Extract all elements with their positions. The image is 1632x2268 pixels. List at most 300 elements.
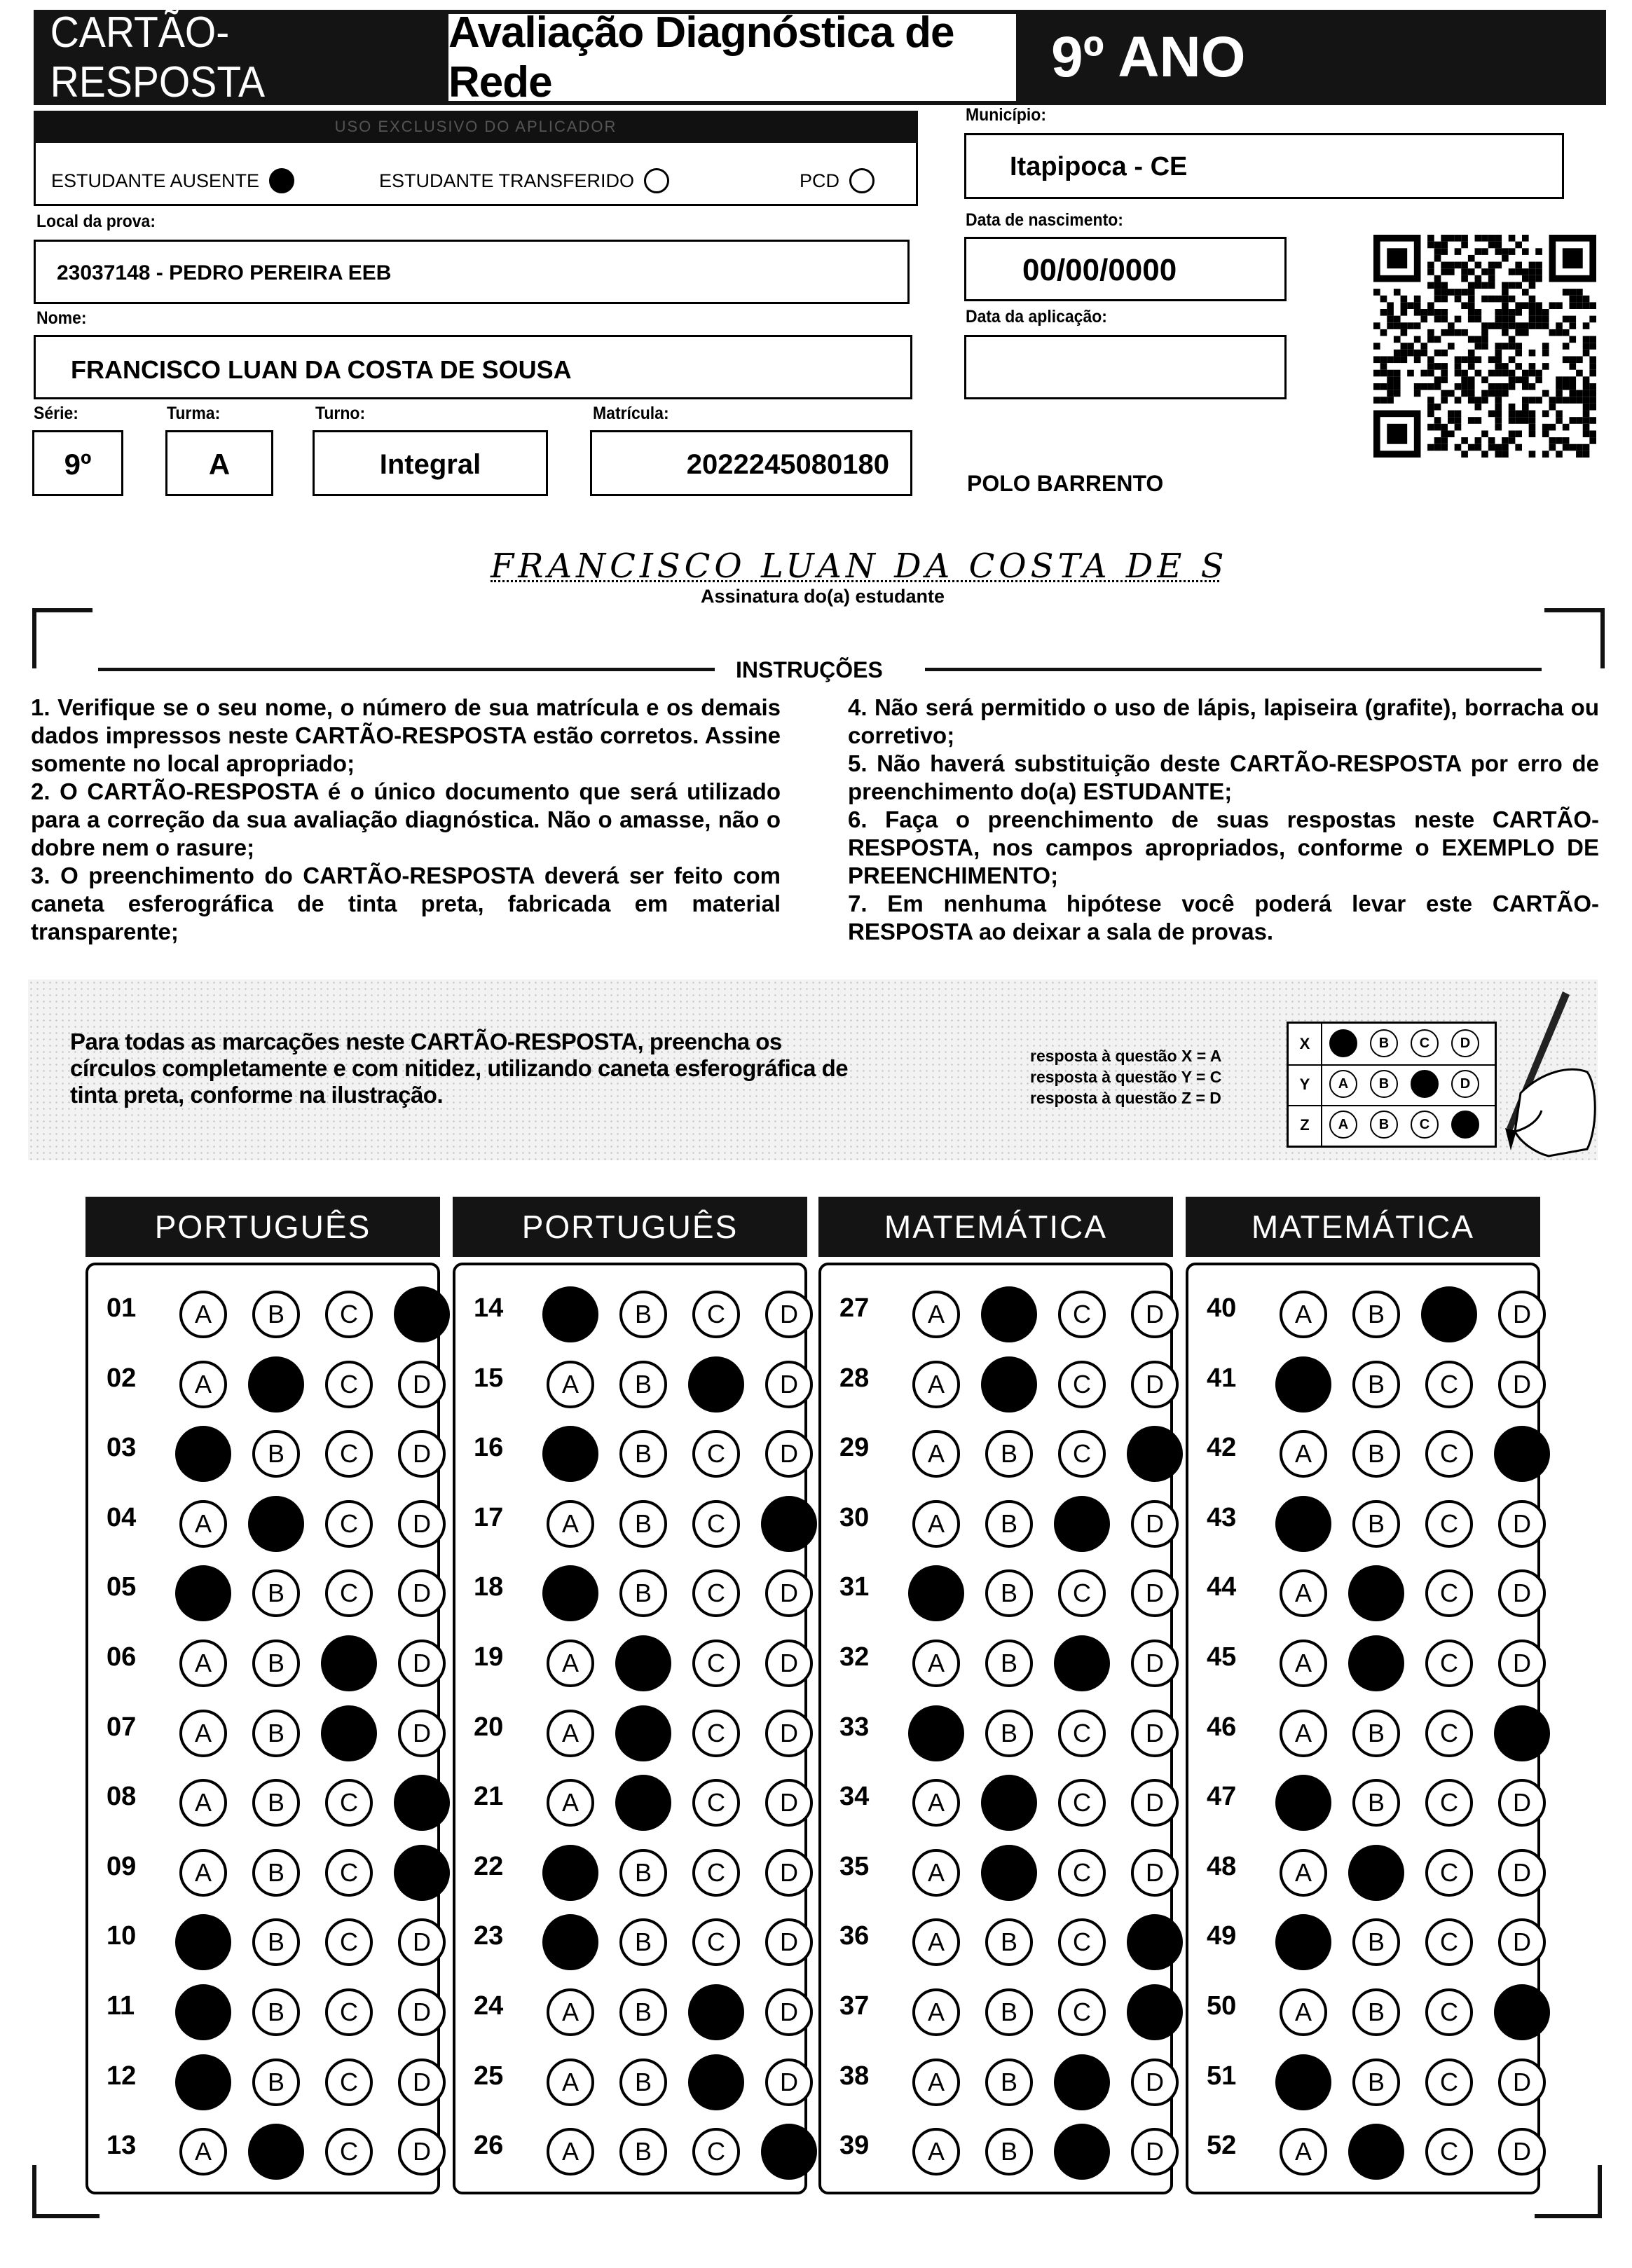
answer-bubble-b[interactable] xyxy=(615,1775,671,1831)
answer-bubble-c[interactable]: C xyxy=(692,1918,740,1966)
answer-bubble-b[interactable]: B xyxy=(252,1710,300,1757)
answer-bubble-b[interactable]: B xyxy=(619,1918,667,1966)
answer-bubble-a[interactable] xyxy=(542,1565,598,1621)
answer-bubble-c[interactable]: C xyxy=(325,1430,373,1478)
answer-bubble-b[interactable]: B xyxy=(619,1849,667,1897)
answer-bubble-b[interactable]: B xyxy=(252,1779,300,1827)
answer-bubble-a[interactable] xyxy=(1275,1356,1331,1413)
answer-bubble-d[interactable]: D xyxy=(398,1640,446,1687)
answer-bubble-d[interactable]: D xyxy=(1498,1291,1546,1338)
answer-bubble-d[interactable]: D xyxy=(765,1988,813,2036)
answer-bubble-b[interactable]: B xyxy=(252,2059,300,2106)
answer-bubble-b[interactable]: B xyxy=(985,1710,1033,1757)
answer-bubble-c[interactable]: C xyxy=(1425,1430,1473,1478)
answer-bubble-d[interactable]: D xyxy=(1498,1569,1546,1617)
answer-bubble-c[interactable]: C xyxy=(692,1640,740,1687)
answer-bubble-d[interactable]: D xyxy=(765,1569,813,1617)
answer-bubble-b[interactable]: B xyxy=(252,1640,300,1687)
answer-bubble-b[interactable] xyxy=(248,2124,304,2180)
answer-bubble-d[interactable]: D xyxy=(398,1500,446,1548)
question-number: 35 xyxy=(839,1851,870,1881)
answer-bubble-c[interactable]: C xyxy=(325,2059,373,2106)
answer-bubble-b[interactable]: B xyxy=(1352,1710,1400,1757)
answer-bubble-d[interactable]: D xyxy=(398,1710,446,1757)
question-row xyxy=(1188,1697,1539,1767)
question-number: 07 xyxy=(107,1712,137,1742)
answer-bubble-c[interactable] xyxy=(321,1705,377,1761)
question-number: 23 xyxy=(474,1921,504,1951)
answer-bubble-b[interactable]: B xyxy=(985,2059,1033,2106)
question-number: 19 xyxy=(474,1642,504,1672)
answer-bubble-a[interactable]: A xyxy=(179,1291,227,1338)
corner-mark-top-right xyxy=(1544,608,1605,668)
answer-bubble-d[interactable] xyxy=(1494,1984,1550,2040)
answer-bubble-b[interactable] xyxy=(248,1356,304,1413)
question-row xyxy=(821,2046,1172,2116)
answer-bubble-a[interactable] xyxy=(175,1565,231,1621)
question-number: 22 xyxy=(474,1851,504,1881)
answer-bubble-b[interactable]: B xyxy=(985,1500,1033,1548)
example-bubble-b: B xyxy=(1370,1070,1398,1098)
answer-bubble-a[interactable] xyxy=(542,1426,598,1482)
signature-line xyxy=(491,580,1219,582)
answer-bubble-d[interactable]: D xyxy=(1131,1640,1179,1687)
answer-bubble-d[interactable]: D xyxy=(765,1849,813,1897)
answer-bubble-d[interactable] xyxy=(1127,1426,1183,1482)
question-row xyxy=(1188,1417,1539,1487)
answer-bubble-a[interactable] xyxy=(175,1914,231,1970)
answer-bubble-a[interactable] xyxy=(1275,1496,1331,1552)
example-row xyxy=(1289,1105,1495,1146)
answer-bubble-a[interactable]: A xyxy=(1280,1430,1327,1478)
answer-bubble-d[interactable] xyxy=(761,2124,817,2180)
answer-bubble-d[interactable]: D xyxy=(1131,1710,1179,1757)
answer-bubble-a[interactable] xyxy=(1275,1775,1331,1831)
answer-bubble-d[interactable]: D xyxy=(1498,1361,1546,1408)
answer-bubble-a[interactable]: A xyxy=(1280,1569,1327,1617)
answer-bubble-c[interactable]: C xyxy=(692,1291,740,1338)
answer-bubble-b[interactable] xyxy=(981,1775,1037,1831)
answer-bubble-c[interactable]: C xyxy=(1058,1361,1106,1408)
answer-bubble-c[interactable]: C xyxy=(1058,1430,1106,1478)
transferred-option[interactable] xyxy=(379,168,669,193)
answer-bubble-d[interactable] xyxy=(394,1286,450,1342)
question-row xyxy=(455,1976,806,2046)
question-number: 42 xyxy=(1207,1433,1237,1463)
answer-bubble-b[interactable]: B xyxy=(985,1918,1033,1966)
question-row xyxy=(88,1766,439,1836)
answer-bubble-a[interactable]: A xyxy=(179,2128,227,2176)
answer-bubble-b[interactable]: B xyxy=(1352,2059,1400,2106)
question-number: 04 xyxy=(107,1502,137,1532)
answer-bubble-a[interactable]: A xyxy=(179,1849,227,1897)
answer-bubble-d[interactable]: D xyxy=(1498,1779,1546,1827)
answer-bubble-c[interactable]: C xyxy=(692,1430,740,1478)
answer-bubble-a[interactable]: A xyxy=(912,1918,960,1966)
question-row xyxy=(1188,1348,1539,1418)
pcd-label: PCD xyxy=(800,170,840,191)
question-row xyxy=(1188,2046,1539,2116)
answer-bubble-a[interactable]: A xyxy=(179,1500,227,1548)
answer-bubble-b[interactable] xyxy=(615,1635,671,1691)
answer-bubble-c[interactable] xyxy=(1054,2054,1110,2110)
question-row xyxy=(1188,1766,1539,1836)
answer-bubble-a[interactable]: A xyxy=(179,1779,227,1827)
answer-bubble-c[interactable]: C xyxy=(1425,2059,1473,2106)
answer-bubble-c[interactable]: C xyxy=(325,1849,373,1897)
example-bubble-a xyxy=(1329,1029,1357,1057)
absent-bubble[interactable] xyxy=(269,168,294,193)
answer-bubble-d[interactable]: D xyxy=(765,2059,813,2106)
applicator-box xyxy=(34,143,918,206)
answer-bubble-b[interactable]: B xyxy=(252,1430,300,1478)
answer-bubble-c[interactable]: C xyxy=(325,1291,373,1338)
answer-bubble-c[interactable]: C xyxy=(1425,1640,1473,1687)
answer-bubble-d[interactable]: D xyxy=(1498,1849,1546,1897)
name-label: Nome: xyxy=(36,308,87,328)
answer-bubble-c[interactable]: C xyxy=(1058,1779,1106,1827)
birthdate-value: 00/00/0000 xyxy=(1022,253,1177,287)
answer-column xyxy=(85,1263,440,2194)
answer-bubble-d[interactable]: D xyxy=(398,1988,446,2036)
answer-bubble-b[interactable]: B xyxy=(1352,1779,1400,1827)
serie-value: 9º xyxy=(64,448,92,481)
answer-bubble-c[interactable]: C xyxy=(325,1779,373,1827)
answer-bubble-d[interactable] xyxy=(1127,1984,1183,2040)
answer-bubble-b[interactable]: B xyxy=(1352,1430,1400,1478)
answer-bubble-c[interactable]: C xyxy=(692,1849,740,1897)
question-row xyxy=(821,1976,1172,2046)
answer-bubble-c[interactable]: C xyxy=(1425,1988,1473,2036)
answer-bubble-b[interactable]: B xyxy=(619,1988,667,2036)
matricula-label: Matrícula: xyxy=(593,404,669,423)
answer-bubble-b[interactable] xyxy=(248,1496,304,1552)
question-row xyxy=(1188,1557,1539,1627)
answer-bubble-c[interactable]: C xyxy=(692,1779,740,1827)
example-bubble-c: C xyxy=(1411,1029,1439,1057)
turno-field xyxy=(313,430,548,496)
answer-bubble-c[interactable]: C xyxy=(692,1569,740,1617)
answer-bubble-c[interactable] xyxy=(688,2054,744,2110)
answer-bubble-a[interactable]: A xyxy=(179,1361,227,1408)
answer-bubble-a[interactable]: A xyxy=(912,1779,960,1827)
answer-bubble-a[interactable]: A xyxy=(912,1640,960,1687)
answer-bubble-d[interactable]: D xyxy=(1131,1849,1179,1897)
instruction-2: 2. O CARTÃO-RESPOSTA é o único documento que será utilizado para a correção da sua avaliação diagnóstica. Não o amasse, não o dobre nem o rasure; xyxy=(31,778,781,860)
answer-bubble-a[interactable]: A xyxy=(1280,1849,1327,1897)
answer-bubble-d[interactable]: D xyxy=(1131,1779,1179,1827)
answer-bubble-b[interactable]: B xyxy=(619,1291,667,1338)
question-number: 50 xyxy=(1207,1991,1237,2021)
answer-bubble-d[interactable]: D xyxy=(1498,2128,1546,2176)
answer-bubble-c[interactable]: C xyxy=(325,1500,373,1548)
question-number: 03 xyxy=(107,1433,137,1463)
answer-bubble-c[interactable]: C xyxy=(1425,2128,1473,2176)
answer-bubble-b[interactable]: B xyxy=(1352,1361,1400,1408)
transferred-bubble[interactable] xyxy=(644,168,669,193)
answer-bubble-d[interactable] xyxy=(761,1496,817,1552)
answer-bubble-a[interactable]: A xyxy=(179,1640,227,1687)
answer-bubble-d[interactable]: D xyxy=(1131,2059,1179,2106)
question-row xyxy=(88,2115,439,2185)
applicator-heading: USO EXCLUSIVO DO APLICADOR xyxy=(34,111,918,143)
question-number: 21 xyxy=(474,1782,504,1812)
answer-bubble-d[interactable]: D xyxy=(765,1710,813,1757)
answer-bubble-c[interactable]: C xyxy=(1058,1918,1106,1966)
answer-bubble-b[interactable]: B xyxy=(252,1988,300,2036)
question-row xyxy=(821,1278,1172,1348)
answer-bubble-a[interactable] xyxy=(542,1914,598,1970)
question-number: 13 xyxy=(107,2131,137,2161)
answer-bubble-b[interactable]: B xyxy=(252,1569,300,1617)
pcd-option[interactable] xyxy=(800,168,875,193)
answer-bubble-a[interactable]: A xyxy=(547,1361,594,1408)
answer-bubble-a[interactable]: A xyxy=(912,1291,960,1338)
question-row xyxy=(821,1487,1172,1558)
answer-bubble-d[interactable] xyxy=(1127,1914,1183,1970)
question-number: 01 xyxy=(107,1293,137,1323)
question-row xyxy=(821,1697,1172,1767)
question-row xyxy=(1188,1627,1539,1697)
answer-bubble-b[interactable]: B xyxy=(252,1291,300,1338)
answer-bubble-b[interactable] xyxy=(1348,1565,1404,1621)
answer-bubble-a[interactable]: A xyxy=(547,1710,594,1757)
question-number: 39 xyxy=(839,2131,870,2161)
answer-bubble-b[interactable]: B xyxy=(985,1430,1033,1478)
answer-bubble-c[interactable]: C xyxy=(325,1569,373,1617)
answer-bubble-a[interactable]: A xyxy=(547,1500,594,1548)
question-number: 16 xyxy=(474,1433,504,1463)
answer-bubble-b[interactable]: B xyxy=(619,1430,667,1478)
answer-bubble-a[interactable] xyxy=(1275,2054,1331,2110)
question-row xyxy=(821,1836,1172,1906)
answer-bubble-c[interactable] xyxy=(1054,1496,1110,1552)
answer-bubble-b[interactable]: B xyxy=(985,1988,1033,2036)
qr-code xyxy=(1373,235,1596,458)
card-title: CARTÃO-RESPOSTA xyxy=(50,8,266,106)
answer-bubble-b[interactable]: B xyxy=(252,1849,300,1897)
answer-bubble-a[interactable]: A xyxy=(547,1779,594,1827)
question-row xyxy=(455,1836,806,1906)
answer-bubble-c[interactable] xyxy=(688,1356,744,1413)
answer-bubble-b[interactable]: B xyxy=(985,2128,1033,2176)
answer-bubble-b[interactable]: B xyxy=(619,1500,667,1548)
answer-bubble-a[interactable]: A xyxy=(912,1500,960,1548)
example-bubble-b: B xyxy=(1370,1111,1398,1139)
question-row xyxy=(88,2046,439,2116)
answer-bubble-a[interactable]: A xyxy=(179,1710,227,1757)
name-value: FRANCISCO LUAN DA COSTA DE SOUSA xyxy=(71,355,572,384)
answer-bubble-d[interactable] xyxy=(1494,1426,1550,1482)
answer-bubble-b[interactable]: B xyxy=(985,1640,1033,1687)
answer-bubble-d[interactable]: D xyxy=(1131,1569,1179,1617)
answer-bubble-d[interactable]: D xyxy=(398,1430,446,1478)
answer-bubble-c[interactable]: C xyxy=(692,1710,740,1757)
answer-bubble-a[interactable]: A xyxy=(547,1640,594,1687)
answer-bubble-d[interactable]: D xyxy=(1498,2059,1546,2106)
answer-bubble-c[interactable] xyxy=(688,1984,744,2040)
question-number: 31 xyxy=(839,1572,870,1602)
answer-bubble-c[interactable]: C xyxy=(1425,1918,1473,1966)
answer-bubble-b[interactable]: B xyxy=(252,1918,300,1966)
answer-bubble-b[interactable]: B xyxy=(619,2059,667,2106)
answer-bubble-a[interactable]: A xyxy=(1280,1640,1327,1687)
answer-bubble-d[interactable]: D xyxy=(1498,1918,1546,1966)
question-row xyxy=(88,1906,439,1976)
answer-bubble-b[interactable]: B xyxy=(1352,1291,1400,1338)
question-number: 33 xyxy=(839,1712,870,1742)
answer-bubble-a[interactable] xyxy=(175,1426,231,1482)
answer-bubble-c[interactable]: C xyxy=(1425,1569,1473,1617)
signature-caption: Assinatura do(a) estudante xyxy=(701,586,945,607)
answer-bubble-c[interactable]: C xyxy=(325,1918,373,1966)
answer-bubble-c[interactable]: C xyxy=(325,2128,373,2176)
answer-bubble-d[interactable]: D xyxy=(765,1430,813,1478)
answer-bubble-b[interactable] xyxy=(1348,2124,1404,2180)
question-number: 47 xyxy=(1207,1782,1237,1812)
answer-bubble-c[interactable] xyxy=(1054,1635,1110,1691)
answer-bubble-a[interactable]: A xyxy=(547,2059,594,2106)
question-number: 29 xyxy=(839,1433,870,1463)
answer-bubble-d[interactable]: D xyxy=(1131,1291,1179,1338)
answer-bubble-c[interactable]: C xyxy=(1425,1779,1473,1827)
application-date-label: Data da aplicação: xyxy=(966,307,1107,327)
pen-hand-illustration xyxy=(1465,988,1605,1163)
answer-bubble-a[interactable]: A xyxy=(912,1988,960,2036)
answer-bubble-c[interactable] xyxy=(321,1635,377,1691)
question-number: 14 xyxy=(474,1293,504,1323)
answer-bubble-a[interactable]: A xyxy=(912,1361,960,1408)
turma-label: Turma: xyxy=(167,404,221,423)
question-number: 06 xyxy=(107,1642,137,1672)
answer-bubble-d[interactable] xyxy=(1494,1705,1550,1761)
example-row-label: X xyxy=(1289,1024,1322,1064)
answer-bubble-c[interactable]: C xyxy=(692,2128,740,2176)
answer-bubble-a[interactable] xyxy=(1275,1914,1331,1970)
polo-value: POLO BARRENTO xyxy=(967,471,1164,496)
answer-bubble-c[interactable]: C xyxy=(1425,1849,1473,1897)
corner-mark-top-left xyxy=(32,608,92,668)
answer-bubble-b[interactable]: B xyxy=(619,1569,667,1617)
example-text: Para todas as marcações neste CARTÃO-RESPOSTA, preencha os círculos completamente e com nitidez, utilizando caneta esferográfica de tinta preta, conforme na ilustração. xyxy=(70,1029,849,1108)
answer-bubble-d[interactable] xyxy=(394,1845,450,1901)
question-number: 10 xyxy=(107,1921,137,1951)
answer-bubble-a[interactable]: A xyxy=(547,1988,594,2036)
answer-bubble-a[interactable]: A xyxy=(912,2128,960,2176)
answer-bubble-d[interactable] xyxy=(394,1775,450,1831)
answer-bubble-a[interactable]: A xyxy=(1280,1988,1327,2036)
answer-bubble-c[interactable] xyxy=(1054,2124,1110,2180)
answer-bubble-b[interactable]: B xyxy=(1352,1988,1400,2036)
answer-bubble-d[interactable]: D xyxy=(398,2128,446,2176)
answer-bubble-a[interactable] xyxy=(175,1984,231,2040)
answer-bubble-b[interactable]: B xyxy=(619,2128,667,2176)
answer-bubble-a[interactable] xyxy=(175,2054,231,2110)
answer-bubble-c[interactable]: C xyxy=(1058,1291,1106,1338)
answer-bubble-a[interactable]: A xyxy=(912,1849,960,1897)
answer-bubble-d[interactable]: D xyxy=(398,1361,446,1408)
question-row xyxy=(455,2046,806,2116)
answer-bubble-d[interactable]: D xyxy=(1498,1640,1546,1687)
answer-bubble-b[interactable] xyxy=(1348,1845,1404,1901)
answer-bubble-b[interactable]: B xyxy=(1352,1500,1400,1548)
answer-bubble-d[interactable]: D xyxy=(398,1569,446,1617)
answer-bubble-c[interactable]: C xyxy=(325,1988,373,2036)
answer-bubble-d[interactable]: D xyxy=(398,2059,446,2106)
answer-bubble-c[interactable]: C xyxy=(1058,1569,1106,1617)
answer-bubble-b[interactable]: B xyxy=(985,1569,1033,1617)
answer-bubble-c[interactable]: C xyxy=(1058,1710,1106,1757)
answer-bubble-b[interactable]: B xyxy=(619,1361,667,1408)
answer-bubble-c[interactable]: C xyxy=(325,1361,373,1408)
answer-bubble-a[interactable]: A xyxy=(547,2128,594,2176)
answer-bubble-d[interactable]: D xyxy=(1131,1361,1179,1408)
answer-bubble-c[interactable] xyxy=(1421,1286,1477,1342)
answer-bubble-d[interactable]: D xyxy=(1131,1500,1179,1548)
answer-bubble-b[interactable] xyxy=(981,1845,1037,1901)
answer-bubble-d[interactable]: D xyxy=(765,1918,813,1966)
question-row xyxy=(821,1906,1172,1976)
answer-bubble-b[interactable] xyxy=(615,1705,671,1761)
question-row xyxy=(88,1557,439,1627)
question-number: 27 xyxy=(839,1293,870,1323)
answer-bubble-a[interactable]: A xyxy=(1280,1710,1327,1757)
answer-bubble-a[interactable] xyxy=(542,1845,598,1901)
answer-bubble-a[interactable] xyxy=(908,1705,964,1761)
instruction-7: 7. Em nenhuma hipótese você poderá levar este CARTÃO-RESPOSTA ao deixar a sala de provas. xyxy=(848,891,1599,944)
answer-bubble-a[interactable]: A xyxy=(912,2059,960,2106)
answer-bubble-b[interactable] xyxy=(981,1356,1037,1413)
answer-bubble-a[interactable] xyxy=(542,1286,598,1342)
question-number: 44 xyxy=(1207,1572,1237,1602)
question-row xyxy=(821,1557,1172,1627)
question-number: 30 xyxy=(839,1502,870,1532)
example-bubble-c xyxy=(1411,1070,1439,1098)
answer-bubble-c[interactable]: C xyxy=(1058,1849,1106,1897)
answer-bubble-c[interactable]: C xyxy=(692,1500,740,1548)
question-number: 49 xyxy=(1207,1921,1237,1951)
answer-bubble-d[interactable]: D xyxy=(1131,2128,1179,2176)
absent-option[interactable] xyxy=(51,168,294,193)
answer-bubble-a[interactable]: A xyxy=(912,1430,960,1478)
pcd-bubble[interactable] xyxy=(849,168,875,193)
transferred-label: ESTUDANTE TRANSFERIDO xyxy=(379,170,635,191)
answer-bubble-b[interactable] xyxy=(981,1286,1037,1342)
answer-bubble-c[interactable]: C xyxy=(1425,1500,1473,1548)
answer-bubble-d[interactable]: D xyxy=(765,1361,813,1408)
question-number: 36 xyxy=(839,1921,870,1951)
question-number: 11 xyxy=(107,1991,135,2021)
answer-bubble-a[interactable] xyxy=(908,1565,964,1621)
municipio-field xyxy=(964,133,1564,199)
answer-bubble-c[interactable]: C xyxy=(1058,1988,1106,2036)
answer-bubble-d[interactable]: D xyxy=(1498,1500,1546,1548)
answer-bubble-a[interactable]: A xyxy=(1280,1291,1327,1338)
question-row xyxy=(1188,1278,1539,1348)
answer-bubble-b[interactable]: B xyxy=(1352,1918,1400,1966)
answer-bubble-d[interactable]: D xyxy=(398,1918,446,1966)
answer-bubble-b[interactable] xyxy=(1348,1635,1404,1691)
answer-bubble-c[interactable]: C xyxy=(1425,1361,1473,1408)
question-row xyxy=(1188,1836,1539,1906)
answer-bubble-d[interactable]: D xyxy=(765,1291,813,1338)
answer-bubble-d[interactable]: D xyxy=(765,1640,813,1687)
answer-bubble-c[interactable]: C xyxy=(1425,1710,1473,1757)
answer-bubble-a[interactable]: A xyxy=(1280,2128,1327,2176)
example-bubble-d: D xyxy=(1451,1070,1479,1098)
question-row xyxy=(88,1627,439,1697)
answer-bubble-d[interactable]: D xyxy=(765,1779,813,1827)
